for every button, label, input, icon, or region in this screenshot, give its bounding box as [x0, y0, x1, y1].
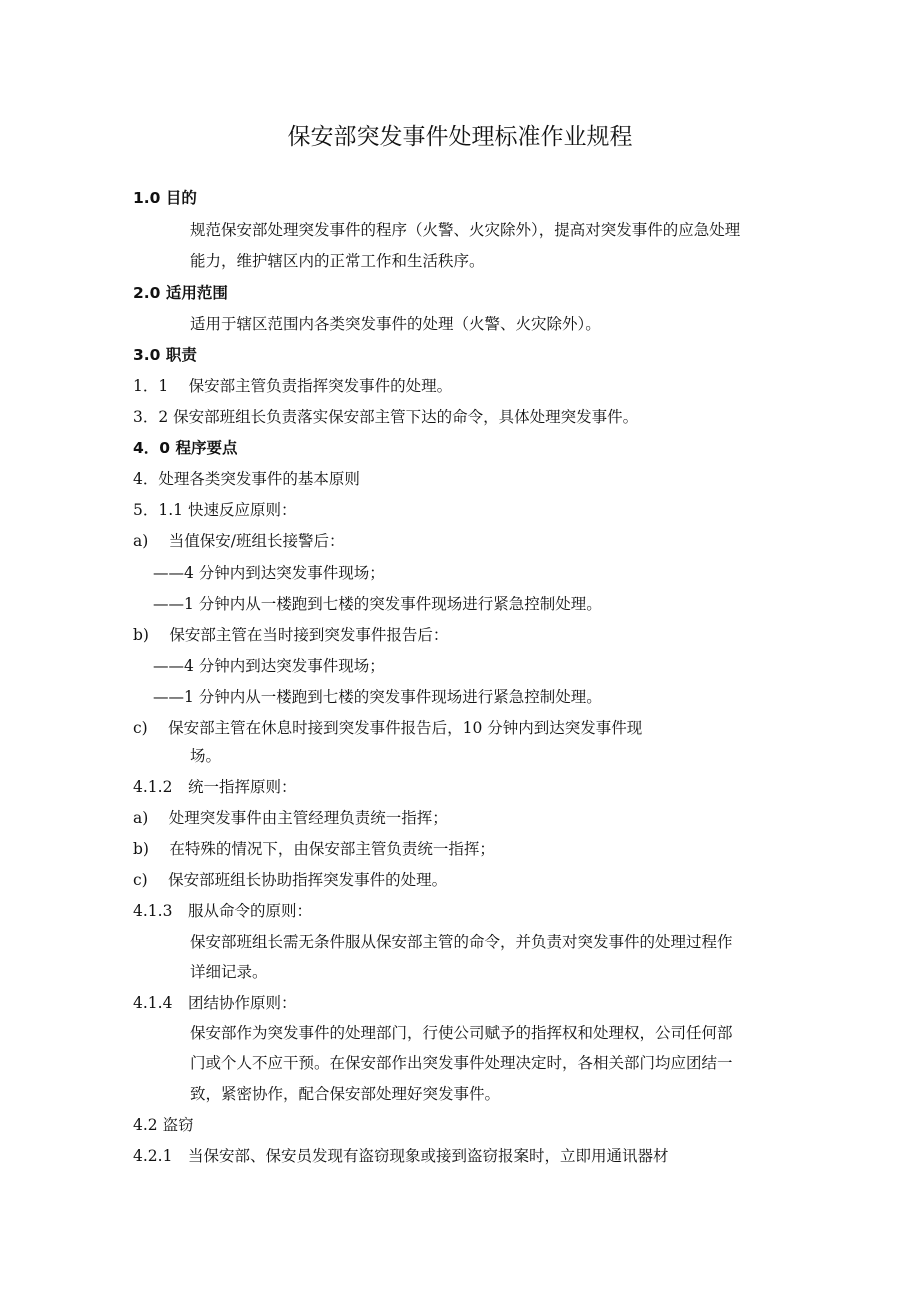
purpose-text-line-1: 规范保安部处理突发事件的程序（火警、火灾除外），提高对突发事件的应急处理 — [190, 221, 741, 239]
dash-item: ——4 分钟内到达突发事件现场； — [153, 564, 385, 582]
section-heading-theft: 4.2 盗窃 — [133, 1116, 194, 1134]
section-heading-scope: 2.0 适用范围 — [133, 284, 228, 302]
teamwork-text-line-2: 门或个人不应干预。在保安部作出突发事件处理决定时，各相关部门均应团结一 — [190, 1054, 733, 1072]
responsibility-item-2: 3．2 保安部班组长负责落实保安部主管下达的命令，具体处理突发事件。 — [133, 408, 639, 426]
obey-orders-text-line-2: 详细记录。 — [190, 963, 268, 981]
section-heading-responsibilities: 3.0 职责 — [133, 346, 197, 364]
list-item-a: a) 当值保安/班组长接警后： — [133, 532, 345, 550]
dash-item: ——1 分钟内从一楼跑到七楼的突发事件现场进行紧急控制处理。 — [153, 688, 602, 706]
section-heading-purpose: 1.0 目的 — [133, 189, 197, 207]
list-item-b: b) 保安部主管在当时接到突发事件报告后： — [133, 626, 449, 644]
list-item-c: c) 保安部主管在休息时接到突发事件报告后，10 分钟内到达突发事件现 — [133, 719, 643, 737]
list-item-b: b) 在特殊的情况下，由保安部主管负责统一指挥； — [133, 840, 495, 858]
teamwork-principle: 4.1.4 团结协作原则： — [133, 994, 297, 1012]
purpose-text-line-2: 能力，维护辖区内的正常工作和生活秩序。 — [190, 252, 485, 270]
section-heading-procedure: 4．0 程序要点 — [133, 439, 238, 457]
document-title: 保安部突发事件处理标准作业规程 — [287, 124, 633, 150]
dash-item: ——1 分钟内从一楼跑到七楼的突发事件现场进行紧急控制处理。 — [153, 595, 602, 613]
teamwork-text-line-3: 致，紧密协作，配合保安部处理好突发事件。 — [190, 1085, 501, 1103]
theft-text-line-1: 4.2.1 当保安部、保安员发现有盗窃现象或接到盗窃报案时，立即用通讯器材 — [133, 1147, 669, 1165]
unified-command-principle: 4.1.2 统一指挥原则： — [133, 778, 297, 796]
responsibility-item-1: 1．1 保安部主管负责指挥突发事件的处理。 — [133, 377, 453, 395]
list-item-c: c) 保安部班组长协助指挥突发事件的处理。 — [133, 871, 448, 889]
obey-orders-text-line-1: 保安部班组长需无条件服从保安部主管的命令，并负责对突发事件的处理过程作 — [190, 933, 733, 951]
list-item-c-continued: 场。 — [190, 747, 222, 765]
list-item-a: a) 处理突发事件由主管经理负责统一指挥； — [133, 809, 448, 827]
dash-item: ——4 分钟内到达突发事件现场； — [153, 657, 385, 675]
rapid-response-principle: 5．1.1 快速反应原则： — [133, 501, 297, 519]
teamwork-text-line-1: 保安部作为突发事件的处理部门，行使公司赋予的指挥权和处理权，公司任何部 — [190, 1024, 733, 1042]
scope-text: 适用于辖区范围内各类突发事件的处理（火警、火灾除外）。 — [190, 315, 601, 333]
procedure-basic-principles: 4．处理各类突发事件的基本原则 — [133, 470, 360, 488]
obey-orders-principle: 4.1.3 服从命令的原则： — [133, 902, 312, 920]
